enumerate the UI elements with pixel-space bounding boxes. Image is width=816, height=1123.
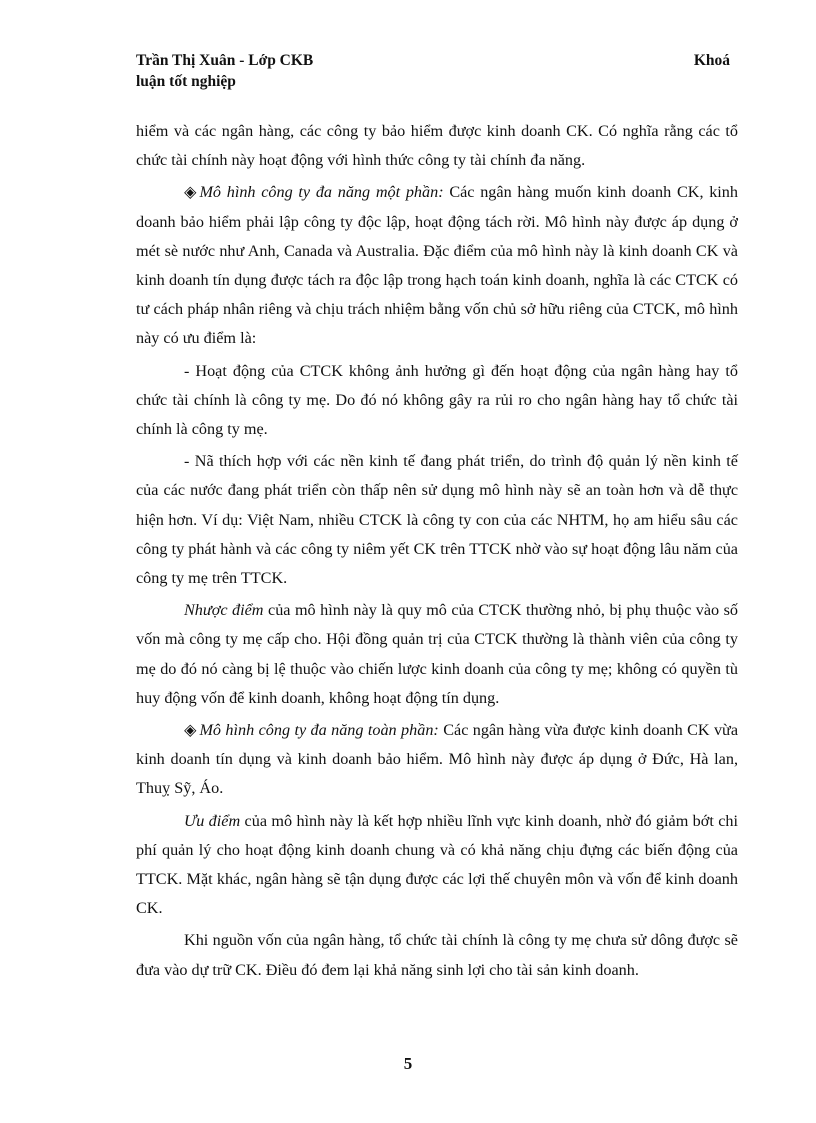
paragraph-2-text: Các ngân hàng muốn kinh doanh CK, kinh doanh bảo hiểm phải lập công ty độc lập, hoạt động tách rời. Mô hình này được áp dụng ở mét sè nước như Anh, Canada và Australia. Đặc điểm của mô hình này là kinh doanh CK và kinh doanh tín dụng được tách ra độc lập trong hạch toán kinh doanh, nghĩa là các CTCK có tư cách pháp nhân riêng và chịu trách nhiệm bằng vốn chủ sở hữu riêng của CTCK, mô hình này có ưu điểm là:: [136, 183, 738, 348]
heading-advantage: Ưu điểm: [184, 811, 241, 830]
paragraph-6: [136, 716, 738, 804]
paragraph-1: hiểm và các ngân hàng, các công ty bảo hiểm được kinh doanh CK. Có nghĩa rằng các tổ chức tài chính này hoạt động với hình thức công ty tài chính đa năng.: [136, 122, 738, 170]
document-body: [136, 117, 738, 988]
paragraph-7-text: của mô hình này là kết hợp nhiều lĩnh vực kinh doanh, nhờ đó giảm bớt chi phí quản lý cho hoạt động kinh doanh chung và có khả năng chịu đựng các biến động của TTCK. Mặt khác, ngân hàng sẽ tận dụng được các lợi thế chuyên môn và vốn để kinh doanh CK.: [136, 811, 738, 918]
page-number: 5: [403, 1054, 413, 1073]
paragraph-7: [136, 807, 738, 924]
paragraph-5: [136, 596, 738, 713]
diamond-bullet-icon: ◈: [184, 183, 197, 202]
header-subtitle: luận tốt nghiệp: [136, 73, 236, 90]
heading-disadvantage: Nhược điểm: [184, 601, 264, 620]
paragraph-3: - Hoạt động của CTCK không ảnh hưởng gì đến hoạt động của ngân hàng hay tổ chức tài chính là công ty mẹ. Do đó nó không gây ra rủi ro cho ngân hàng hay tổ chức tài chính là công ty mẹ.: [136, 361, 738, 439]
paragraph-5-text: của mô hình này là quy mô của CTCK thường nhỏ, bị phụ thuộc vào số vốn mà công ty mẹ cấp cho. Hội đồng quản trị của CTCK thường là thành viên của công ty mẹ do đó nó càng bị lệ thuộc vào chiến lược kinh doanh của công ty mẹ; không có quyền tù huy động vốn để kinh doanh, không hoạt động tín dụng.: [136, 601, 739, 707]
header-right: Khoá: [693, 52, 730, 69]
paragraph-2: [136, 178, 738, 353]
header-author: Trần Thị Xuân - Lớp CKB: [136, 52, 314, 69]
diamond-bullet-icon: ◈: [184, 721, 197, 740]
heading-full-model: Mô hình công ty đa năng toàn phần:: [199, 721, 439, 740]
heading-partial-model: Mô hình công ty đa năng một phần:: [199, 183, 444, 202]
paragraph-8: Khi nguồn vốn của ngân hàng, tổ chức tài chính là công ty mẹ chưa sử dông được sẽ đưa vào dự trữ CK. Điều đó đem lại khả năng sinh lợi cho tài sản kinh doanh.: [136, 931, 738, 979]
paragraph-4: - Nã thích hợp với các nền kinh tế đang phát triển, do trình độ quản lý nền kinh tế của các nước đang phát triển còn thấp nên sử dụng mô hình này sẽ an toàn hơn và dễ thực hiện hơn. Ví dụ: Việt Nam, nhiều CTCK là công ty con của các NHTM, họ am hiểu sâu các công ty phát hành và các công ty niêm yết CK trên TTCK nhờ vào sự hoạt động lâu năm của công ty mẹ trên TTCK.: [136, 452, 738, 588]
paragraph-6-text: Các ngân hàng vừa được kinh doanh CK vừa kinh doanh tín dụng và kinh doanh bảo hiểm. Mô hình này được áp dụng ở Đức, Hà lan, Thuỵ Sỹ, Áo.: [136, 721, 739, 798]
